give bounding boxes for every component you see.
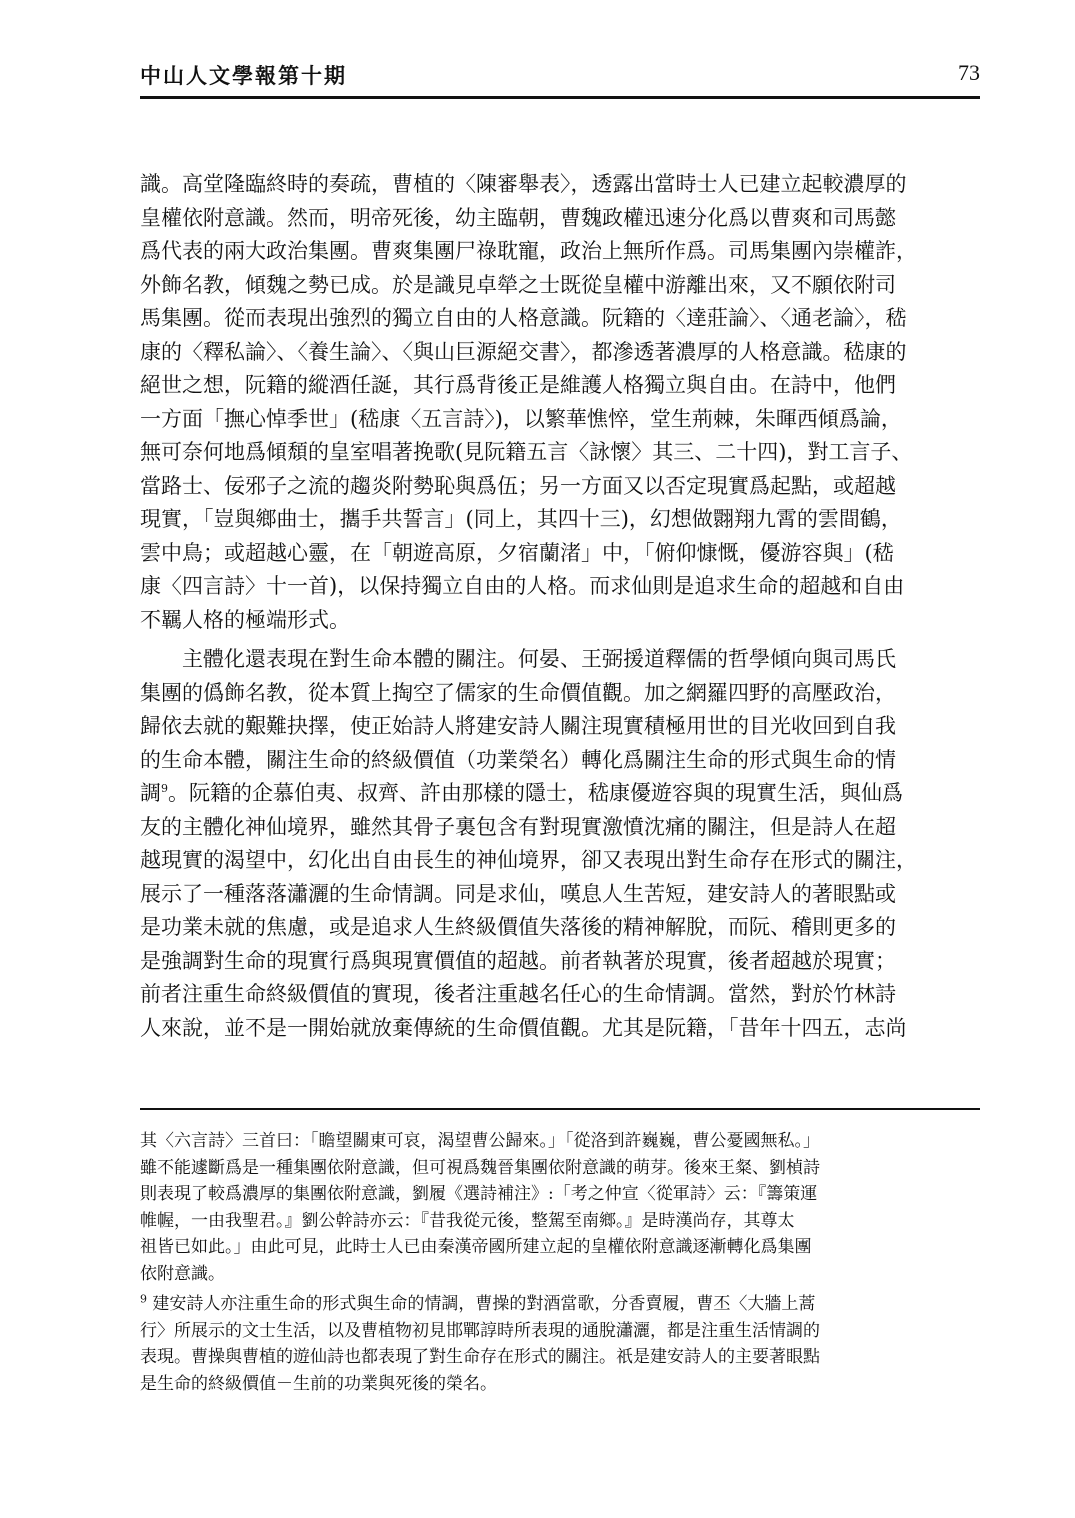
text-line: 歸依去就的艱難抉擇，使正始詩人將建安詩人關注現實積極用世的目光收回到自我 — [140, 714, 896, 738]
text-line: 不羈人格的極端形式。 — [140, 607, 350, 632]
footnote-line: 祖皆已如此。」由此可見，此時士人已由秦漢帝國所建立起的皇權依附意識逐漸轉化爲集團 — [140, 1237, 812, 1257]
footnote-rule — [140, 1108, 980, 1110]
text-line: 現實，「豈與鄉曲士，攜手共誓言」(同上，其四十三)，幻想做翾翔九霄的雲間鶴， — [140, 507, 902, 531]
footnotes — [140, 1128, 980, 1397]
text-line: 皇權依附意識。然而，明帝死後，幼主臨朝，曹魏政權迅速分化爲以曹爽和司馬懿 — [140, 205, 896, 230]
text-line: 人來說，並不是一開始就放棄傳統的生命價值觀。尤其是阮籍，「昔年十四五，志尚 — [140, 1015, 907, 1040]
footnote-line: 依附意識。 — [140, 1263, 225, 1284]
text-line: 無可奈何地爲傾頹的皇室唱著挽歌(見阮籍五言〈詠懷〉其三、二十四)，對工言子、 — [140, 440, 913, 464]
text-line: 主體化還表現在對生命本體的關注。何晏、王弼援道釋儒的哲學傾向與司馬氏 — [182, 647, 896, 671]
text-line-rest: 。阮籍的企慕伯夷、叔齊、許由那樣的隱士，嵇康優遊容與的現實生活，與仙爲 — [168, 781, 903, 805]
text-line: 是功業未就的焦慮，或是追求人生終級價值失落後的精神解脫，而阮、稽則更多的 — [140, 915, 896, 939]
journal-title: 中山人文學報第十期 — [140, 64, 347, 88]
text-line: 康的〈釋私論〉、〈養生論〉、〈與山巨源絕交書〉，都滲透著濃厚的人格意識。嵇康的 — [140, 339, 907, 364]
text-line: 雲中鳥；或超越心靈，在「朝遊高原，夕宿蘭渚」中，「俯仰慷慨，優游容與」(嵇 — [140, 540, 894, 565]
text-line: 康〈四言詩〉十一首)，以保持獨立自由的人格。而求仙則是追求生命的超越和自由 — [140, 574, 905, 598]
text-line: 是強調對生命的現實行爲與現實價值的超越。前者執著於現實，後者超越於現實； — [140, 948, 896, 973]
text-line: 識。高堂隆臨終時的奏疏，曹植的〈陳審舉表〉，透露出當時士人已建立起較濃厚的 — [140, 172, 907, 196]
text-line: 友的主體化神仙境界，雖然其骨子裏包含有對現實激憤沈痛的關注，但是詩人在超 — [140, 814, 896, 839]
text-line: 絕世之想，阮籍的縱酒任誕，其行爲背後正是維護人格獨立與自由。在詩中，他們 — [140, 373, 896, 397]
text-line: 外飾名教，傾魏之勢已成。於是識見卓犖之士既從皇權中游離出來，又不願依附司 — [140, 272, 896, 297]
header-rule — [140, 96, 980, 99]
text-line: 馬集團。從而表現出強烈的獨立自由的人格意識。阮籍的〈達莊論〉、〈通老論〉，嵇 — [140, 306, 907, 330]
running-header — [140, 60, 980, 92]
text-line: 前者注重生命終級價值的實現，後者注重越名任心的生命情調。當然，對於竹林詩 — [140, 982, 896, 1006]
page-number: 73 — [958, 60, 980, 85]
footnote-line: 雖不能遽斷爲是一種集團依附意識，但可視爲魏晉集團依附意識的萌芽。後來王粲、劉楨詩 — [140, 1157, 820, 1178]
footnote-line: 是生命的終級價值－生前的功業與死後的榮名。 — [140, 1373, 497, 1394]
footnote-line: 建安詩人亦注重生命的形式與生命的情調，曹操的對酒當歌，分香賣履，曹丕〈大牆上蒿 — [152, 1294, 816, 1314]
text-line: 一方面「撫心悼季世」(嵇康〈五言詩〉)，以繁華憔悴，堂生荊棘，朱暉西傾爲論， — [140, 406, 902, 431]
text-line: 展示了一種落落瀟灑的生命情調。同是求仙，嘆息人生苦短，建安詩人的著眼點或 — [140, 881, 896, 906]
footnote-9-number: 9 — [140, 1292, 147, 1306]
footnote-line: 行〉所展示的文士生活，以及曹植物初見邯鄲諄時所表現的通脫瀟灑，都是注重生活情調的 — [140, 1320, 820, 1341]
footnote-line: 則表現了較爲濃厚的集團依附意識，劉履《選詩補注》:「考之仲宣〈從軍詩〉云：『籌策運 — [140, 1184, 818, 1204]
text-line: 集團的僞飾名教，從本質上掏空了儒家的生命價值觀。加之網羅四野的高壓政治， — [140, 680, 896, 705]
text-line: 爲代表的兩大政治集團。曹爽集團尸祿耽寵，政治上無所作爲。司馬集團內崇權詐， — [140, 239, 917, 263]
footnote-ref-word: 調 — [140, 781, 161, 805]
body-text — [140, 168, 980, 1045]
footnote-line: 帷幄，一由我聖君。』劉公幹詩亦云：『昔我從元後，整駕至南鄉。』是時漢尚存，其尊太 — [140, 1210, 795, 1231]
footnote-9-first-line — [140, 1291, 980, 1318]
text-line: 的生命本體，關注生命的終級價值（功業榮名）轉化爲關注生命的形式與生命的情 — [140, 747, 896, 772]
footnote-line: 表現。曹操與曹植的遊仙詩也都表現了對生命存在形式的關注。祇是建安詩人的主要著眼點 — [140, 1347, 820, 1367]
footnote-line: 其〈六言詩〉三首曰：「瞻望關東可哀，渴望曹公歸來。」「從洛到許巍巍，曹公憂國無私。」 — [140, 1131, 820, 1151]
text-line: 越現實的渴望中，幻化出自由長生的神仙境界，卻又表現出對生命存在形式的關注， — [140, 848, 917, 872]
footnote-ref-9[interactable]: 9 — [161, 782, 168, 795]
text-line-with-footnote-ref — [140, 777, 980, 811]
text-line: 當路士、佞邪子之流的趨炎附勢恥與爲伍；另一方面又以否定現實爲起點，或超越 — [140, 473, 896, 498]
